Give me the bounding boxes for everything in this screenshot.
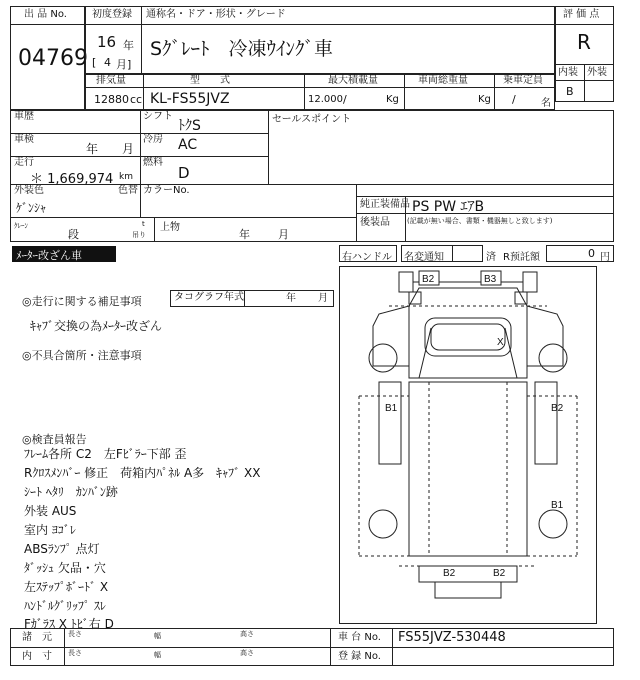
displacement: 12880: [94, 93, 129, 106]
dims-height-label: 高さ: [240, 630, 254, 638]
inspection-month-unit: 月: [122, 142, 135, 156]
int-height-label: 高さ: [240, 649, 254, 657]
name-label: 通称名・ドア・形状・グレード: [146, 9, 286, 20]
reg-year: 16: [97, 33, 117, 51]
inspector-label: ◎検査員報告: [22, 433, 87, 446]
max-load-label: 最大積載量: [328, 75, 378, 86]
mileage-label: 走行: [14, 157, 34, 168]
r-paid-unit: 円: [600, 252, 610, 263]
score-label: 評 価 点: [563, 9, 600, 20]
reg-year-unit: 年: [123, 39, 134, 52]
crane-stage-unit: 段: [68, 228, 79, 241]
reg-month-open: [: [92, 56, 97, 69]
int-width-label: 幅: [154, 651, 161, 659]
crane-label: ｸﾚｰﾝ: [14, 222, 28, 230]
mileage-value: ＊ 1,669,974: [30, 172, 114, 187]
inspection-label: 車検: [14, 134, 34, 145]
mark-b1-left: B1: [385, 403, 398, 414]
rhd-label: 右ハンドル: [342, 252, 392, 263]
mark-b2-rear-right: B2: [493, 568, 506, 579]
std-equip-label: 純正装備品: [360, 199, 410, 210]
crane-ton-label: t: [142, 220, 145, 228]
inspector-line: Rｸﾛｽﾒﾝﾊﾞｰ 修正 荷箱内ﾊﾟﾈﾙ A多 ｷｬﾌﾞ XX: [24, 466, 261, 480]
max-load-unit: Kg: [386, 94, 399, 105]
inspector-line: ﾌﾚｰﾑ各所 C2 左Fﾋﾞﾗｰ下部 歪: [24, 447, 187, 461]
tachograph-year-unit: 年: [286, 293, 296, 304]
ac-value: AC: [178, 137, 198, 153]
tachograph-month-unit: 月: [318, 293, 328, 304]
driving-note: ｷｬﾌﾞ交換の為ﾒｰﾀｰ改ざん: [30, 319, 163, 333]
mark-b2-top: B2: [422, 274, 435, 285]
score: R: [577, 30, 591, 54]
displacement-label: 排気量: [96, 75, 126, 86]
inspector-line: ABSﾗﾝﾌﾟ 点灯: [24, 542, 100, 556]
model-label: 型 式: [190, 75, 230, 86]
model-code: KL-FS55JVZ: [150, 91, 230, 107]
exterior-label: 外装: [587, 67, 607, 78]
lot-no: 04769: [18, 46, 88, 71]
history-label: 車歴: [14, 111, 34, 122]
interior-grade: B: [566, 85, 574, 98]
aftermarket-label: 後装品: [360, 217, 390, 228]
dims-label: 諸 元: [22, 632, 52, 643]
mark-x-cab: X: [497, 337, 504, 348]
meter-tampered-text: ﾒｰﾀｰ改ざん車: [16, 249, 82, 262]
inspector-line: ﾊﾝﾄﾞﾙｸﾞﾘｯﾌﾟ ｽﾚ: [24, 599, 106, 613]
interior-label: 内装: [558, 67, 578, 78]
dims-width-label: 幅: [154, 632, 161, 640]
driving-notes-label: ◎走行に関する補足事項: [22, 295, 142, 308]
reg-month: 4: [104, 56, 111, 69]
sales-point-label: セールスポイント: [272, 114, 352, 125]
lot-no-label: 出 品 No.: [24, 9, 67, 20]
std-equip-value: PS PW ｴｱB: [412, 199, 485, 215]
color-code-label: カラーNo.: [143, 185, 190, 196]
capacity-slash: /: [512, 93, 516, 106]
mark-b1-right-rear: B1: [551, 500, 564, 511]
shift-value: ﾄｸS: [178, 118, 201, 134]
model-name: Sｸﾞﾚｰﾄ 冷凍ｳｲﾝｸﾞ車: [150, 38, 334, 60]
mark-b3-top: B3: [484, 274, 497, 285]
crane-hang-label: 吊り: [132, 231, 146, 239]
ac-label: 冷房: [143, 134, 163, 145]
name-change-label: 名変通知: [404, 252, 444, 263]
mark-b2-right: B2: [551, 403, 564, 414]
gross-weight-unit: Kg: [478, 94, 491, 105]
dims-length-label: 長さ: [68, 630, 82, 638]
reg-month-unit: 月]: [116, 58, 132, 71]
mileage-unit: km: [119, 172, 133, 182]
inspector-line: 左ｽﾃｯﾌﾟﾎﾞｰﾄﾞ X: [24, 580, 109, 594]
chassis-no: FS55JVZ-530448: [398, 630, 506, 645]
capacity-unit: 名: [541, 98, 551, 109]
aftermarket-note: (記載が無い場合、書類・機器無しと致します): [407, 217, 553, 225]
shift-label: シフト: [143, 111, 173, 122]
upper-month-unit: 月: [278, 228, 289, 241]
inspector-line: 外装 AUS: [24, 504, 77, 518]
damage-marks: [385, 271, 564, 579]
inspector-line: ﾀﾞｯｼｭ 欠品・穴: [24, 561, 106, 575]
r-paid-label: R预託額: [503, 252, 540, 263]
inspection-year-unit: 年: [86, 142, 99, 156]
upper-label: 上物: [160, 222, 180, 233]
r-paid-value: 0: [588, 247, 595, 260]
mark-b2-rear-left: B2: [443, 568, 456, 579]
fuel-label: 燃料: [143, 157, 163, 168]
max-load-slash: /: [343, 93, 347, 106]
inspector-line: 室内 ﾖｺﾞﾚ: [24, 523, 76, 537]
reg-no-label: 登 録 No.: [338, 651, 381, 662]
fuel-value: D: [178, 164, 190, 182]
defects-label: ◎不具合箇所・注意事項: [22, 349, 142, 362]
capacity-label: 乗車定員: [503, 75, 543, 86]
max-load: 12.000: [308, 94, 343, 105]
chassis-label: 車 台 No.: [338, 632, 381, 643]
first-reg-label: 初度登録: [92, 9, 132, 20]
name-change-done: 済: [486, 252, 496, 263]
tachograph-label: タコグラフ年式: [174, 292, 244, 303]
gross-weight-label: 車両総重量: [418, 75, 468, 86]
int-length-label: 長さ: [68, 649, 82, 657]
inspector-line: ｼｰﾄ ﾍﾀﾘ ｶﾝﾊﾞﾝ跡: [24, 485, 118, 499]
ext-color-value: ｹﾞﾝｼｬ: [16, 201, 47, 215]
inspector-line: Fｶﾞﾗｽ X ﾄﾋﾞ右 D: [24, 617, 114, 631]
truck-diagram: [339, 266, 597, 624]
upper-year-unit: 年: [239, 228, 250, 241]
interior-dims-label: 内 寸: [22, 651, 52, 662]
color-change-label: 色替: [118, 185, 138, 196]
displacement-unit: cc: [130, 93, 143, 106]
ext-color-label: 外装色: [14, 185, 44, 196]
